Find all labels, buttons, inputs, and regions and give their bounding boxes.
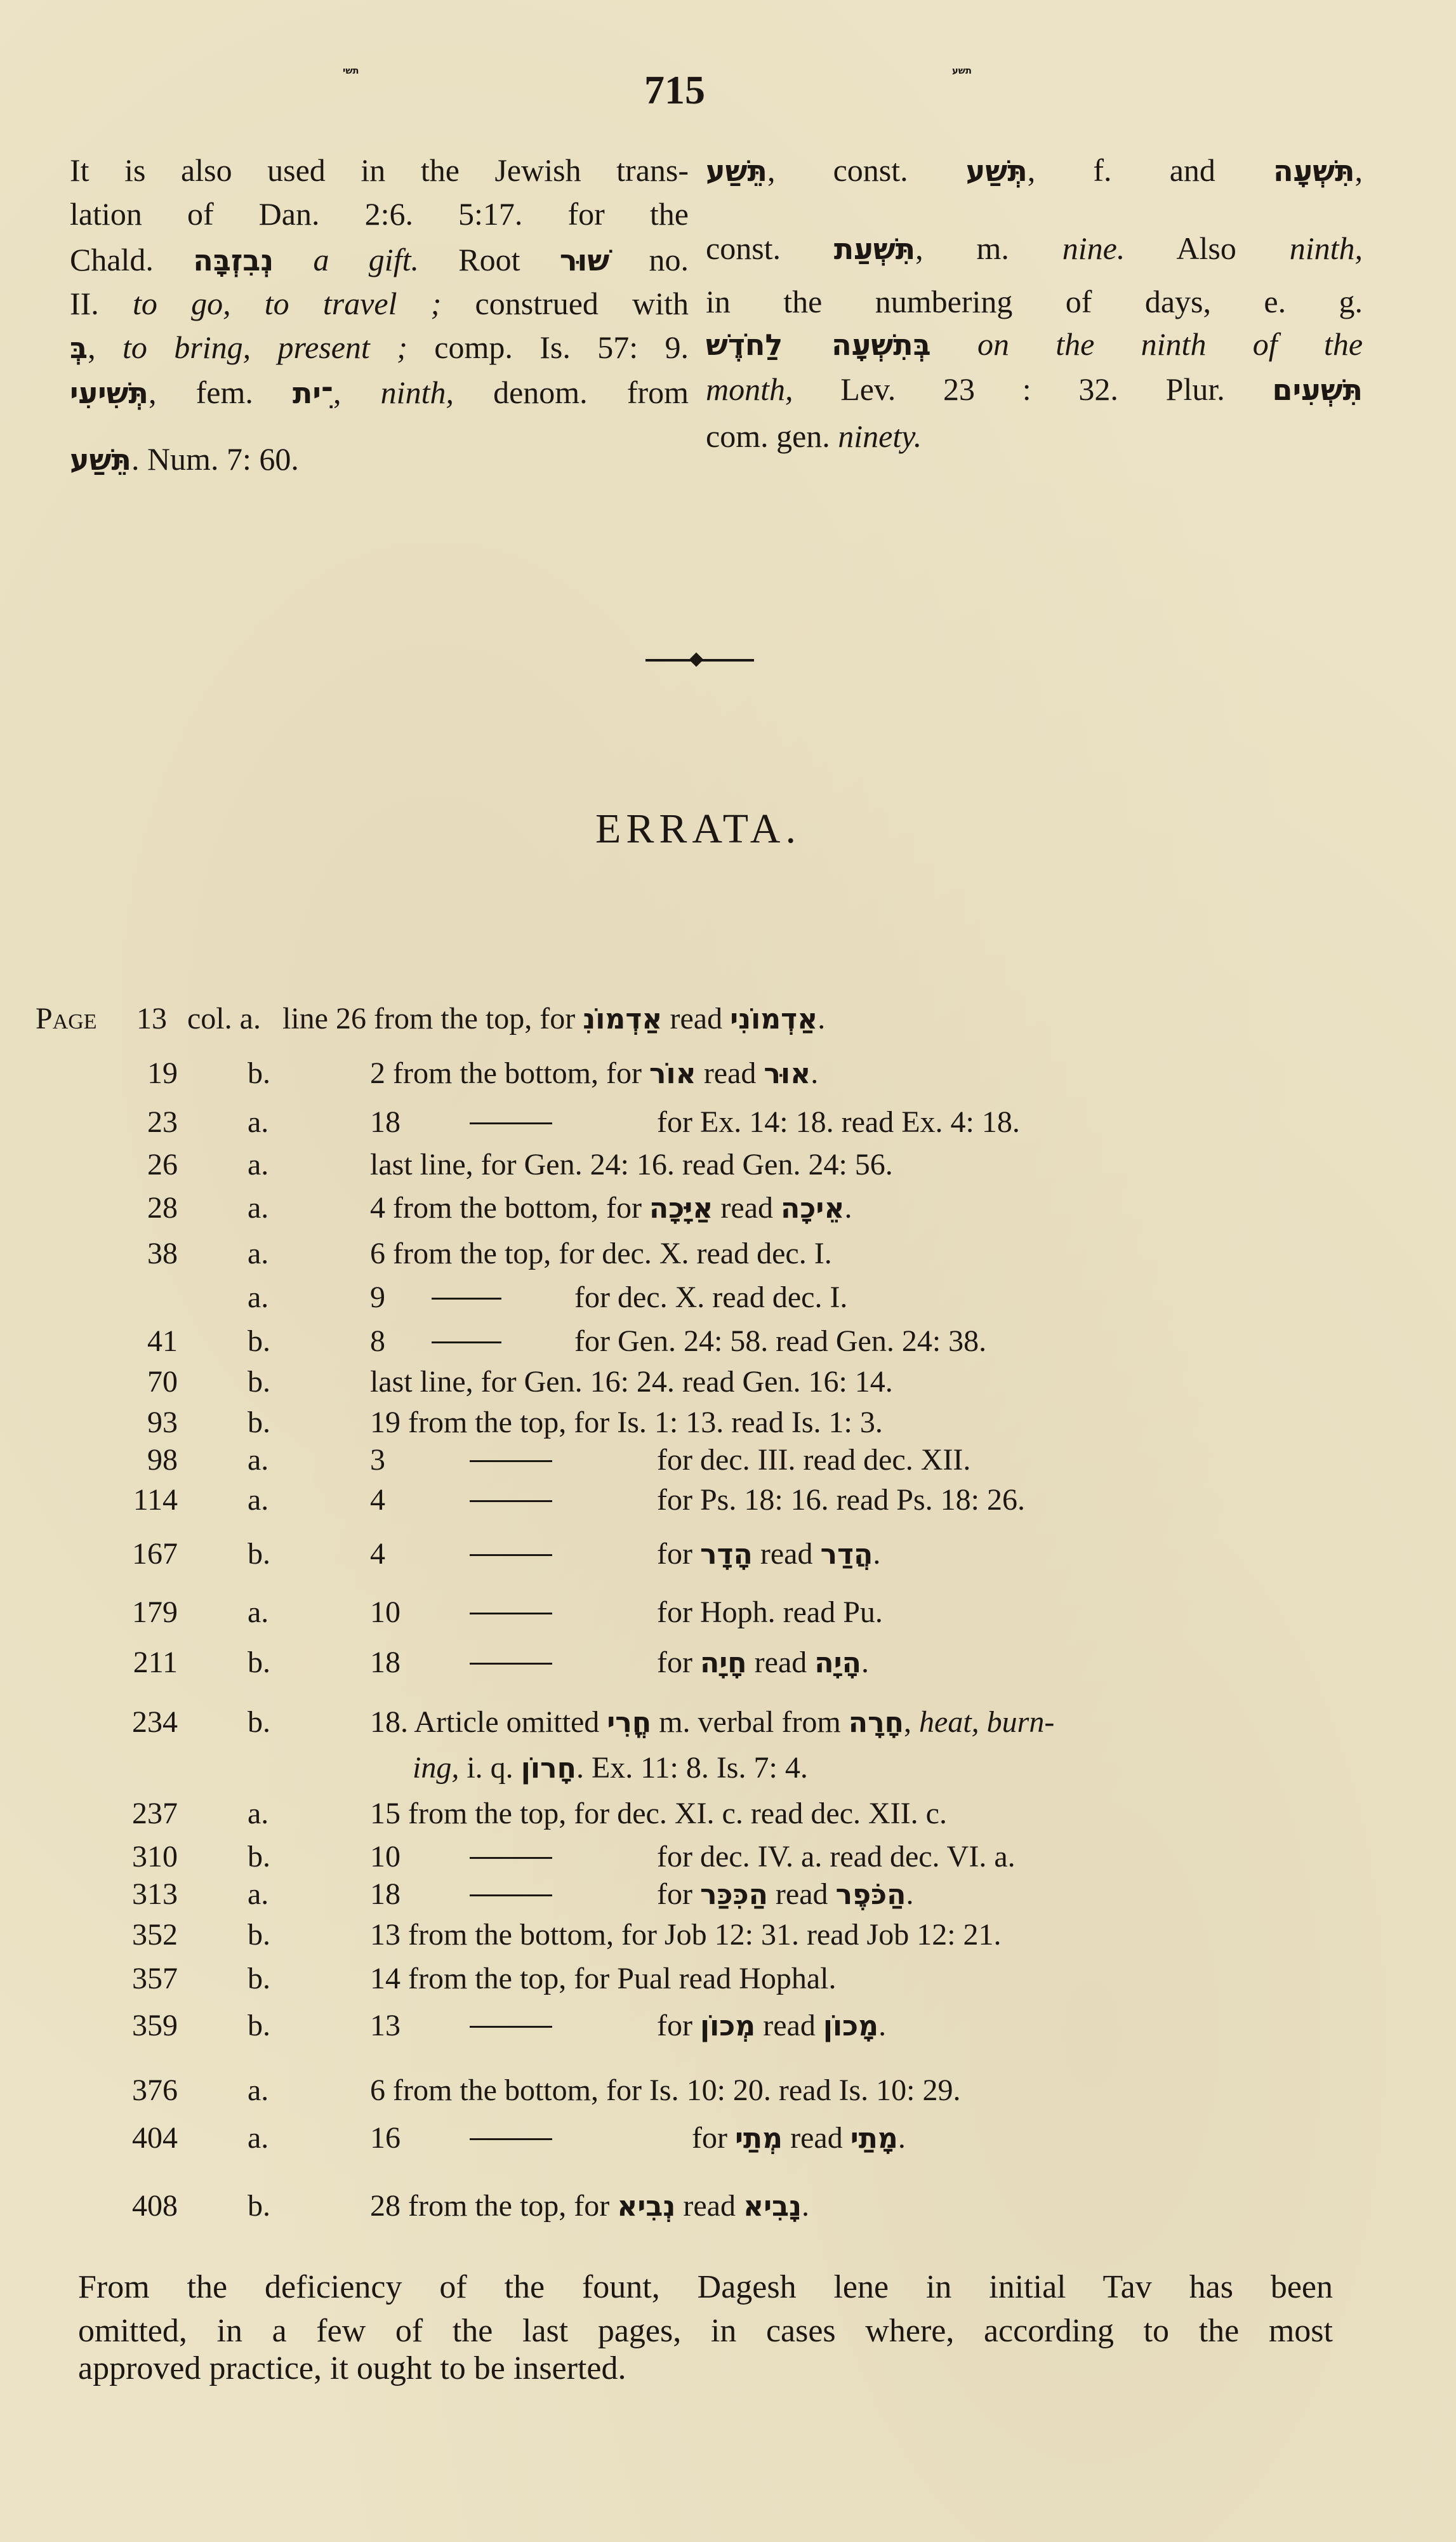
line-reference: last line, for Gen. 24: 16. read Gen. 24: 56. [370,1148,893,1181]
hebrew-word: מָתַי [850,2122,898,2155]
ditto-dash [470,1460,552,1462]
errata-row [0,1001,1456,1037]
text-segment: for dec. III. read dec. XII. [657,1443,971,1477]
hebrew-word: אוֹר [649,1058,696,1090]
text-segment: read [783,2121,850,2155]
hebrew-word: שׁוּר [559,243,610,277]
text-segment: , fem. [148,375,293,410]
text-segment: i. q. [459,1751,521,1785]
errata-row [0,1364,1456,1400]
page-number: 310 [132,1840,178,1873]
text-segment: . [897,2121,906,2155]
correction [370,1705,1054,1740]
text-line [70,439,689,479]
text-segment: It is also used in the Jewish trans- [70,152,689,188]
line-reference: 2 from the bottom, for [370,1056,649,1090]
correction [657,1877,914,1912]
text-segment: Root [419,242,560,277]
correction [657,1105,1020,1140]
text-segment: denom. from [453,375,689,410]
errata-row [0,2188,1456,2224]
ditto-dash [470,1894,552,1896]
correction [370,1364,893,1400]
text-segment: construed with [441,286,689,321]
errata-row [0,1536,1456,1572]
correction [574,1324,986,1359]
errata-row [0,1796,1456,1832]
column: b. [248,1840,270,1873]
hebrew-word: נְבִזְבָּה [193,243,274,277]
line-reference: 6 from the bottom, for Is. 10: 20. read Is. 10: 29. [370,2073,961,2107]
text-line [706,369,1363,409]
correction [657,2008,886,2044]
text-segment: const. [706,230,834,266]
errata-row [0,1595,1456,1630]
errata-title: ERRATA. [595,806,801,852]
page-number: 93 [147,1406,178,1439]
errata-row [0,1917,1456,1953]
text-segment: for dec. X. read dec. I. [574,1281,848,1314]
text-segment: for Gen. 24: 58. read Gen. 24: 38. [574,1324,987,1358]
errata-row [0,1105,1456,1140]
line-reference: 18. Article omitted [370,1705,607,1739]
hebrew-word: תֵּשַׁע [706,154,767,188]
page-number: 19 [147,1056,178,1090]
errata-row [0,1190,1456,1226]
column: b. [248,1918,270,1952]
line-reference: 6 from the top, for dec. X. read dec. I. [370,1237,832,1270]
page-number: 234 [132,1705,178,1739]
line-reference: last line, for Gen. 16: 24. read Gen. 16: 14. [370,1365,893,1399]
text-segment: , f. and [1027,152,1274,188]
text-segment: II. [70,286,133,321]
italic-text: ninety. [838,418,922,454]
footnote-line: approved practice, it ought to be inserted. [78,2350,626,2386]
correction [282,1001,825,1037]
correction [370,1056,818,1091]
text-segment: read [755,2009,823,2042]
section-divider-ornament [645,659,754,662]
text-segment: for [692,2121,735,2155]
text-segment: , const. [767,152,966,188]
hebrew-word: נְבִיא [617,2190,676,2223]
line-reference: 16 [370,2121,400,2155]
text-line [70,240,689,279]
line-reference: 18 [370,1877,400,1911]
italic-text: to bring, present ; [122,329,407,365]
text-segment: in the numbering of days, e. g. [706,284,1363,319]
line-reference: 18 [370,1105,400,1139]
text-segment: . [811,1056,819,1090]
hebrew-word: אֵיכָה [781,1192,845,1225]
errata-row [0,1877,1456,1912]
correction [657,1536,880,1572]
hebrew-word: חָרוֹן [520,1752,576,1785]
text-line [70,328,689,367]
text-line [706,150,1363,190]
hebrew-word: נָבִיא [743,2190,802,2223]
text-segment: . [873,1537,881,1571]
text-segment: , m. [915,230,1062,266]
correction [370,1796,947,1832]
hebrew-word: הֲדַר [820,1538,873,1571]
column: b. [248,1324,270,1358]
italic-text: to go, to travel ; [133,286,442,321]
footnote-line: From the deficiency of the fount, Dagesh lene in initial Tav has been [78,2269,1333,2305]
italic-text: ing, [413,1751,460,1785]
text-segment [931,326,977,362]
correction [370,2073,961,2108]
text-segment: Lev. 23 : 32. Plur. [793,371,1273,407]
text-segment: read [767,1877,836,1911]
column: b. [248,1056,270,1090]
errata-row [0,2073,1456,2108]
page-number: 13 [136,1002,167,1035]
column: b. [248,2009,270,2042]
correction [574,1280,847,1315]
page-number: 211 [133,1646,178,1679]
line-reference: 28 from the top, for [370,2189,618,2223]
correction [692,2120,906,2156]
line-reference: 10 [370,1840,400,1873]
page-number: 352 [132,1918,178,1952]
italic-text: ninth, [380,375,454,410]
correction [370,1190,852,1226]
line-reference: line 26 from the top, for [282,1002,583,1035]
column: a. [248,2121,269,2155]
column: a. [248,1148,269,1181]
correction-continuation [413,1750,808,1786]
line-reference: 10 [370,1595,400,1629]
hebrew-word: תִּשְׁעִים [1272,373,1363,407]
italic-text: a gift. [313,242,419,277]
hebrew-word: הַכֹּפֶר [835,1879,906,1911]
column: b. [248,1962,270,1995]
line-reference: 4 from the bottom, for [370,1191,649,1225]
text-segment: . Ex. 11: 8. Is. 7: 4. [576,1751,808,1785]
page-number: 357 [132,1962,178,1995]
page-number: 237 [132,1797,178,1830]
header-right-word: תשע [952,65,972,76]
text-segment: . Num. 7: 60. [131,441,299,477]
page-number: 41 [147,1324,178,1358]
correction [370,1405,883,1441]
correction [370,2188,809,2224]
text-segment: for [657,2009,700,2042]
correction [657,1595,883,1630]
text-line [706,416,1363,456]
line-reference: 13 from the bottom, for Job 12: 31. read Job 12: 21. [370,1918,1002,1952]
page-number: 359 [132,2009,178,2042]
page-number: 98 [147,1443,178,1477]
page-number: 179 [132,1595,178,1629]
page-number: 404 [132,2121,178,2155]
ditto-dash [432,1298,501,1300]
hebrew-word: תֵּשַׁע [70,443,131,477]
hebrew-word: חֳרִי [607,1707,652,1739]
text-line [70,194,689,234]
hebrew-word: הַכִּכַּר [699,1879,768,1911]
column: b. [248,1705,270,1739]
line-reference: 19 from the top, for Is. 1: 13. read Is. 1: 3. [370,1406,883,1439]
text-segment: , [333,375,381,410]
hebrew-word: חָיָה [699,1647,747,1679]
hebrew-word: תִּשְׁעָה [1273,154,1355,188]
page-number: 313 [132,1877,178,1911]
errata-row [0,1056,1456,1091]
text-segment: m. verbal from [651,1705,849,1739]
column: a. [248,1281,269,1314]
line-reference: 9 [370,1281,385,1314]
errata-row [0,2120,1456,2156]
italic-text: month, [706,371,793,407]
page-number: 26 [147,1148,178,1181]
column: a. [248,1877,269,1911]
ditto-dash [470,2026,552,2028]
correction [657,1482,1025,1518]
errata-row [0,1750,1456,1786]
text-segment: . [861,1646,869,1679]
column: b. [248,1537,270,1571]
column: b. [248,1406,270,1439]
hebrew-word: אוּר [764,1058,811,1090]
column: b. [248,1646,270,1679]
text-segment: for Hoph. read Pu. [657,1595,883,1629]
hebrew-word: מְכוֹן [699,2010,756,2042]
page-number: 167 [132,1537,178,1571]
text-segment: read [713,1191,781,1225]
text-segment: for dec. IV. a. read dec. VI. a. [657,1840,1016,1873]
text-segment: . [878,2009,887,2042]
ditto-dash [470,1613,552,1614]
text-segment: for Ex. 14: 18. read Ex. 4: 18. [657,1105,1020,1139]
text-segment: lation of Dan. 2:6. 5:17. for the [70,196,689,232]
hebrew-word: בְּתִשְׁעָה לַחֹדֶשׁ [706,328,931,362]
hebrew-word: אַדְמוֹנִ [583,1003,663,1035]
errata-row [0,2008,1456,2044]
italic-text: nine. [1062,230,1125,266]
hebrew-word: חָרָה [848,1707,904,1739]
column: b. [248,2189,270,2223]
text-line [706,229,1363,268]
column: a. [248,1595,269,1629]
correction [370,1961,836,1997]
ditto-dash [470,2138,552,2140]
text-segment: , [1354,152,1363,188]
errata-row [0,1705,1456,1740]
errata-row [0,1961,1456,1997]
page-number: 70 [147,1365,178,1399]
italic-text: on the ninth of the [977,326,1363,362]
text-segment: . [844,1191,852,1225]
text-segment: com. gen. [706,418,838,454]
text-segment: no. [609,242,689,277]
hebrew-word: תִּשְׁעַת [833,232,916,266]
ditto-dash [470,1554,552,1556]
ditto-dash [432,1341,501,1343]
correction [370,1236,832,1272]
text-segment: . [906,1877,914,1911]
ditto-dash [470,1663,552,1665]
page-number: 376 [132,2073,178,2107]
text-segment: read [746,1646,815,1679]
column: a. [248,1237,269,1270]
ditto-dash [470,1122,552,1124]
errata-row [0,1442,1456,1478]
page-number: 114 [133,1483,178,1517]
text-segment: Chald. [70,242,194,277]
page-label: Page [36,1002,97,1035]
text-segment: read [675,2189,743,2223]
line-reference: 13 [370,2009,400,2042]
text-segment: . [817,1002,826,1035]
text-segment: . [802,2189,810,2223]
hebrew-word: מָכוֹן [823,2010,879,2042]
line-reference: 8 [370,1324,385,1358]
text-segment: for Ps. 18: 16. read Ps. 18: 26. [657,1483,1025,1517]
ditto-dash [470,1857,552,1859]
hebrew-word: תְּשִׁיעִי [70,376,149,410]
text-line [706,324,1363,364]
text-segment: comp. Is. 57: 9. [407,329,689,365]
hebrew-word: בְּ [70,331,88,365]
ditto-dash [470,1500,552,1502]
column: col. a. [187,1002,261,1035]
italic-text: heat, burn- [919,1705,1055,1739]
text-segment: Also [1125,230,1290,266]
hebrew-word: אַדְמוֹנִי [730,1003,818,1035]
text-line [70,373,689,412]
hebrew-word: תְּשַׁע [965,154,1028,188]
page-number: 28 [147,1191,178,1225]
column: a. [248,1797,269,1830]
italic-text: ninth, [1289,230,1363,266]
text-line [70,150,689,190]
text-segment: for [657,1537,700,1571]
page-number: 715 [644,67,705,112]
hebrew-word: אַיָּכָה [649,1192,713,1225]
column: a. [248,1443,269,1477]
errata-row [0,1482,1456,1518]
text-segment: , [88,329,122,365]
text-line [70,284,689,323]
text-segment: read [752,1537,821,1571]
column: a. [248,1483,269,1517]
hebrew-word: הָיָה [814,1647,861,1679]
errata-row [0,1839,1456,1875]
line-reference: 14 from the top, for Pual read Hophal. [370,1962,837,1995]
line-reference: 18 [370,1646,400,1679]
text-segment [274,242,313,277]
page-number: 408 [132,2189,178,2223]
line-reference: 4 [370,1537,385,1571]
correction [657,1839,1016,1875]
column: a. [248,1191,269,1225]
column: a. [248,1105,269,1139]
hebrew-word: הָדָר [699,1538,753,1571]
errata-row [0,1324,1456,1359]
line-reference: 15 from the top, for dec. XI. c. read dec. XII. c. [370,1797,947,1830]
errata-row [0,1645,1456,1680]
text-segment: read [696,1056,764,1090]
correction [370,1147,893,1183]
text-segment: for [657,1646,700,1679]
correction [370,1917,1002,1953]
text-segment: for [657,1877,700,1911]
footnote-line: omitted, in a few of the last pages, in cases where, according to the most [78,2313,1333,2349]
header-left-word: תשי [343,65,359,76]
hebrew-word: ־ִית [292,376,334,410]
text-line [706,282,1363,321]
errata-row [0,1147,1456,1183]
hebrew-word: מְתַי [734,2122,783,2155]
text-segment: , [904,1705,920,1739]
errata-row [0,1236,1456,1272]
column: b. [248,1365,270,1399]
errata-row [0,1405,1456,1441]
errata-row [0,1280,1456,1315]
page-number: 23 [147,1105,178,1139]
text-segment: read [662,1002,731,1035]
line-reference: 4 [370,1483,385,1517]
column: a. [248,2073,269,2107]
page-number: 38 [147,1237,178,1270]
line-reference: 3 [370,1443,385,1477]
correction [657,1645,869,1680]
correction [657,1442,970,1478]
